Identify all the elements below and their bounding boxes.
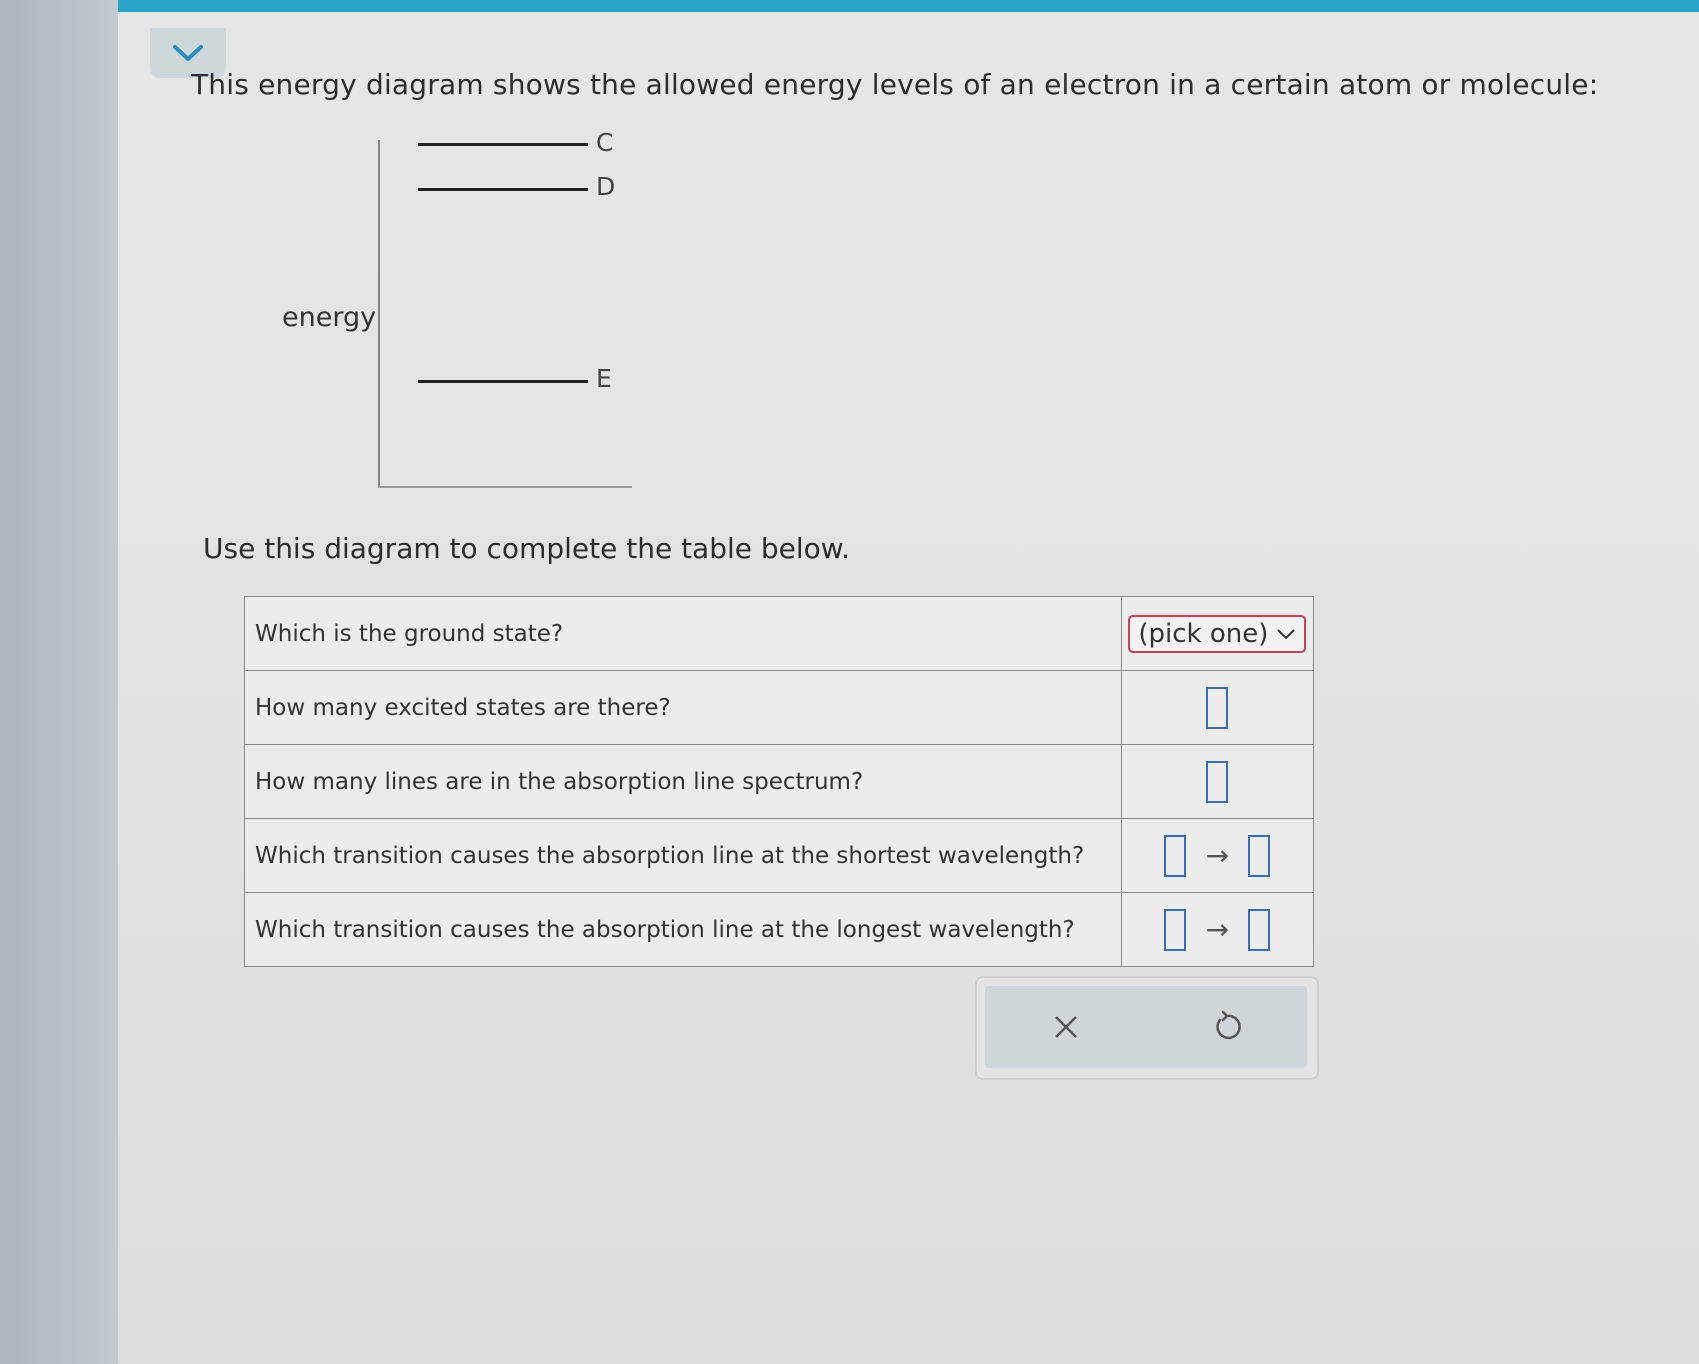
right-arrow-icon: →: [1205, 839, 1230, 872]
energy-level-e-label: E: [596, 364, 612, 393]
energy-level-e: [418, 380, 588, 383]
table-row: [245, 597, 1314, 671]
right-arrow-icon: →: [1205, 913, 1230, 946]
action-buttons: [985, 986, 1307, 1068]
table-row: [245, 671, 1314, 745]
absorption-lines-input[interactable]: [1206, 761, 1228, 803]
longest-transition-to-input[interactable]: [1248, 909, 1270, 951]
left-margin: [0, 0, 122, 1364]
dropdown-value: (pick one): [1138, 618, 1269, 649]
reset-button[interactable]: [1197, 997, 1257, 1057]
absorption-lines-answer-cell: [1121, 745, 1313, 819]
energy-level-c: [418, 143, 588, 146]
answer-table: [244, 596, 1314, 967]
chevron-down-icon: [171, 42, 205, 64]
table-row: [245, 893, 1314, 967]
table-row: [245, 745, 1314, 819]
energy-axis-horizontal: [378, 486, 632, 488]
action-panel: [975, 976, 1319, 1080]
energy-level-d: [418, 188, 588, 191]
energy-axis-label: energy: [282, 302, 377, 333]
table-row: [245, 819, 1314, 893]
ground-state-answer-cell: [1121, 597, 1313, 671]
shortest-wavelength-answer-cell: [1121, 819, 1313, 893]
excited-states-answer-cell: [1121, 671, 1313, 745]
chevron-down-icon: [1276, 627, 1296, 641]
longest-wavelength-question: Which transition causes the absorption line at the longest wavelength?: [245, 893, 1122, 967]
ground-state-question: Which is the ground state?: [245, 597, 1122, 671]
shortest-transition-from-input[interactable]: [1164, 835, 1186, 877]
longest-wavelength-answer-cell: [1121, 893, 1313, 967]
undo-icon: [1210, 1010, 1244, 1044]
table-instruction: Use this diagram to complete the table below.: [203, 532, 851, 565]
top-accent-bar: [118, 0, 1699, 12]
energy-diagram: [270, 130, 670, 500]
shortest-transition-to-input[interactable]: [1248, 835, 1270, 877]
excited-states-input[interactable]: [1206, 687, 1228, 729]
question-prompt: This energy diagram shows the allowed energy levels of an electron in a certain atom or molecule:: [191, 68, 1599, 101]
clear-button[interactable]: [1036, 997, 1096, 1057]
energy-level-d-label: D: [596, 172, 616, 201]
ground-state-dropdown[interactable]: [1128, 615, 1306, 653]
close-icon: [1049, 1010, 1083, 1044]
shortest-wavelength-question: Which transition causes the absorption line at the shortest wavelength?: [245, 819, 1122, 893]
longest-transition-from-input[interactable]: [1164, 909, 1186, 951]
energy-level-c-label: C: [596, 128, 614, 157]
excited-states-question: How many excited states are there?: [245, 671, 1122, 745]
absorption-lines-question: How many lines are in the absorption line spectrum?: [245, 745, 1122, 819]
energy-axis-vertical: [378, 140, 380, 488]
